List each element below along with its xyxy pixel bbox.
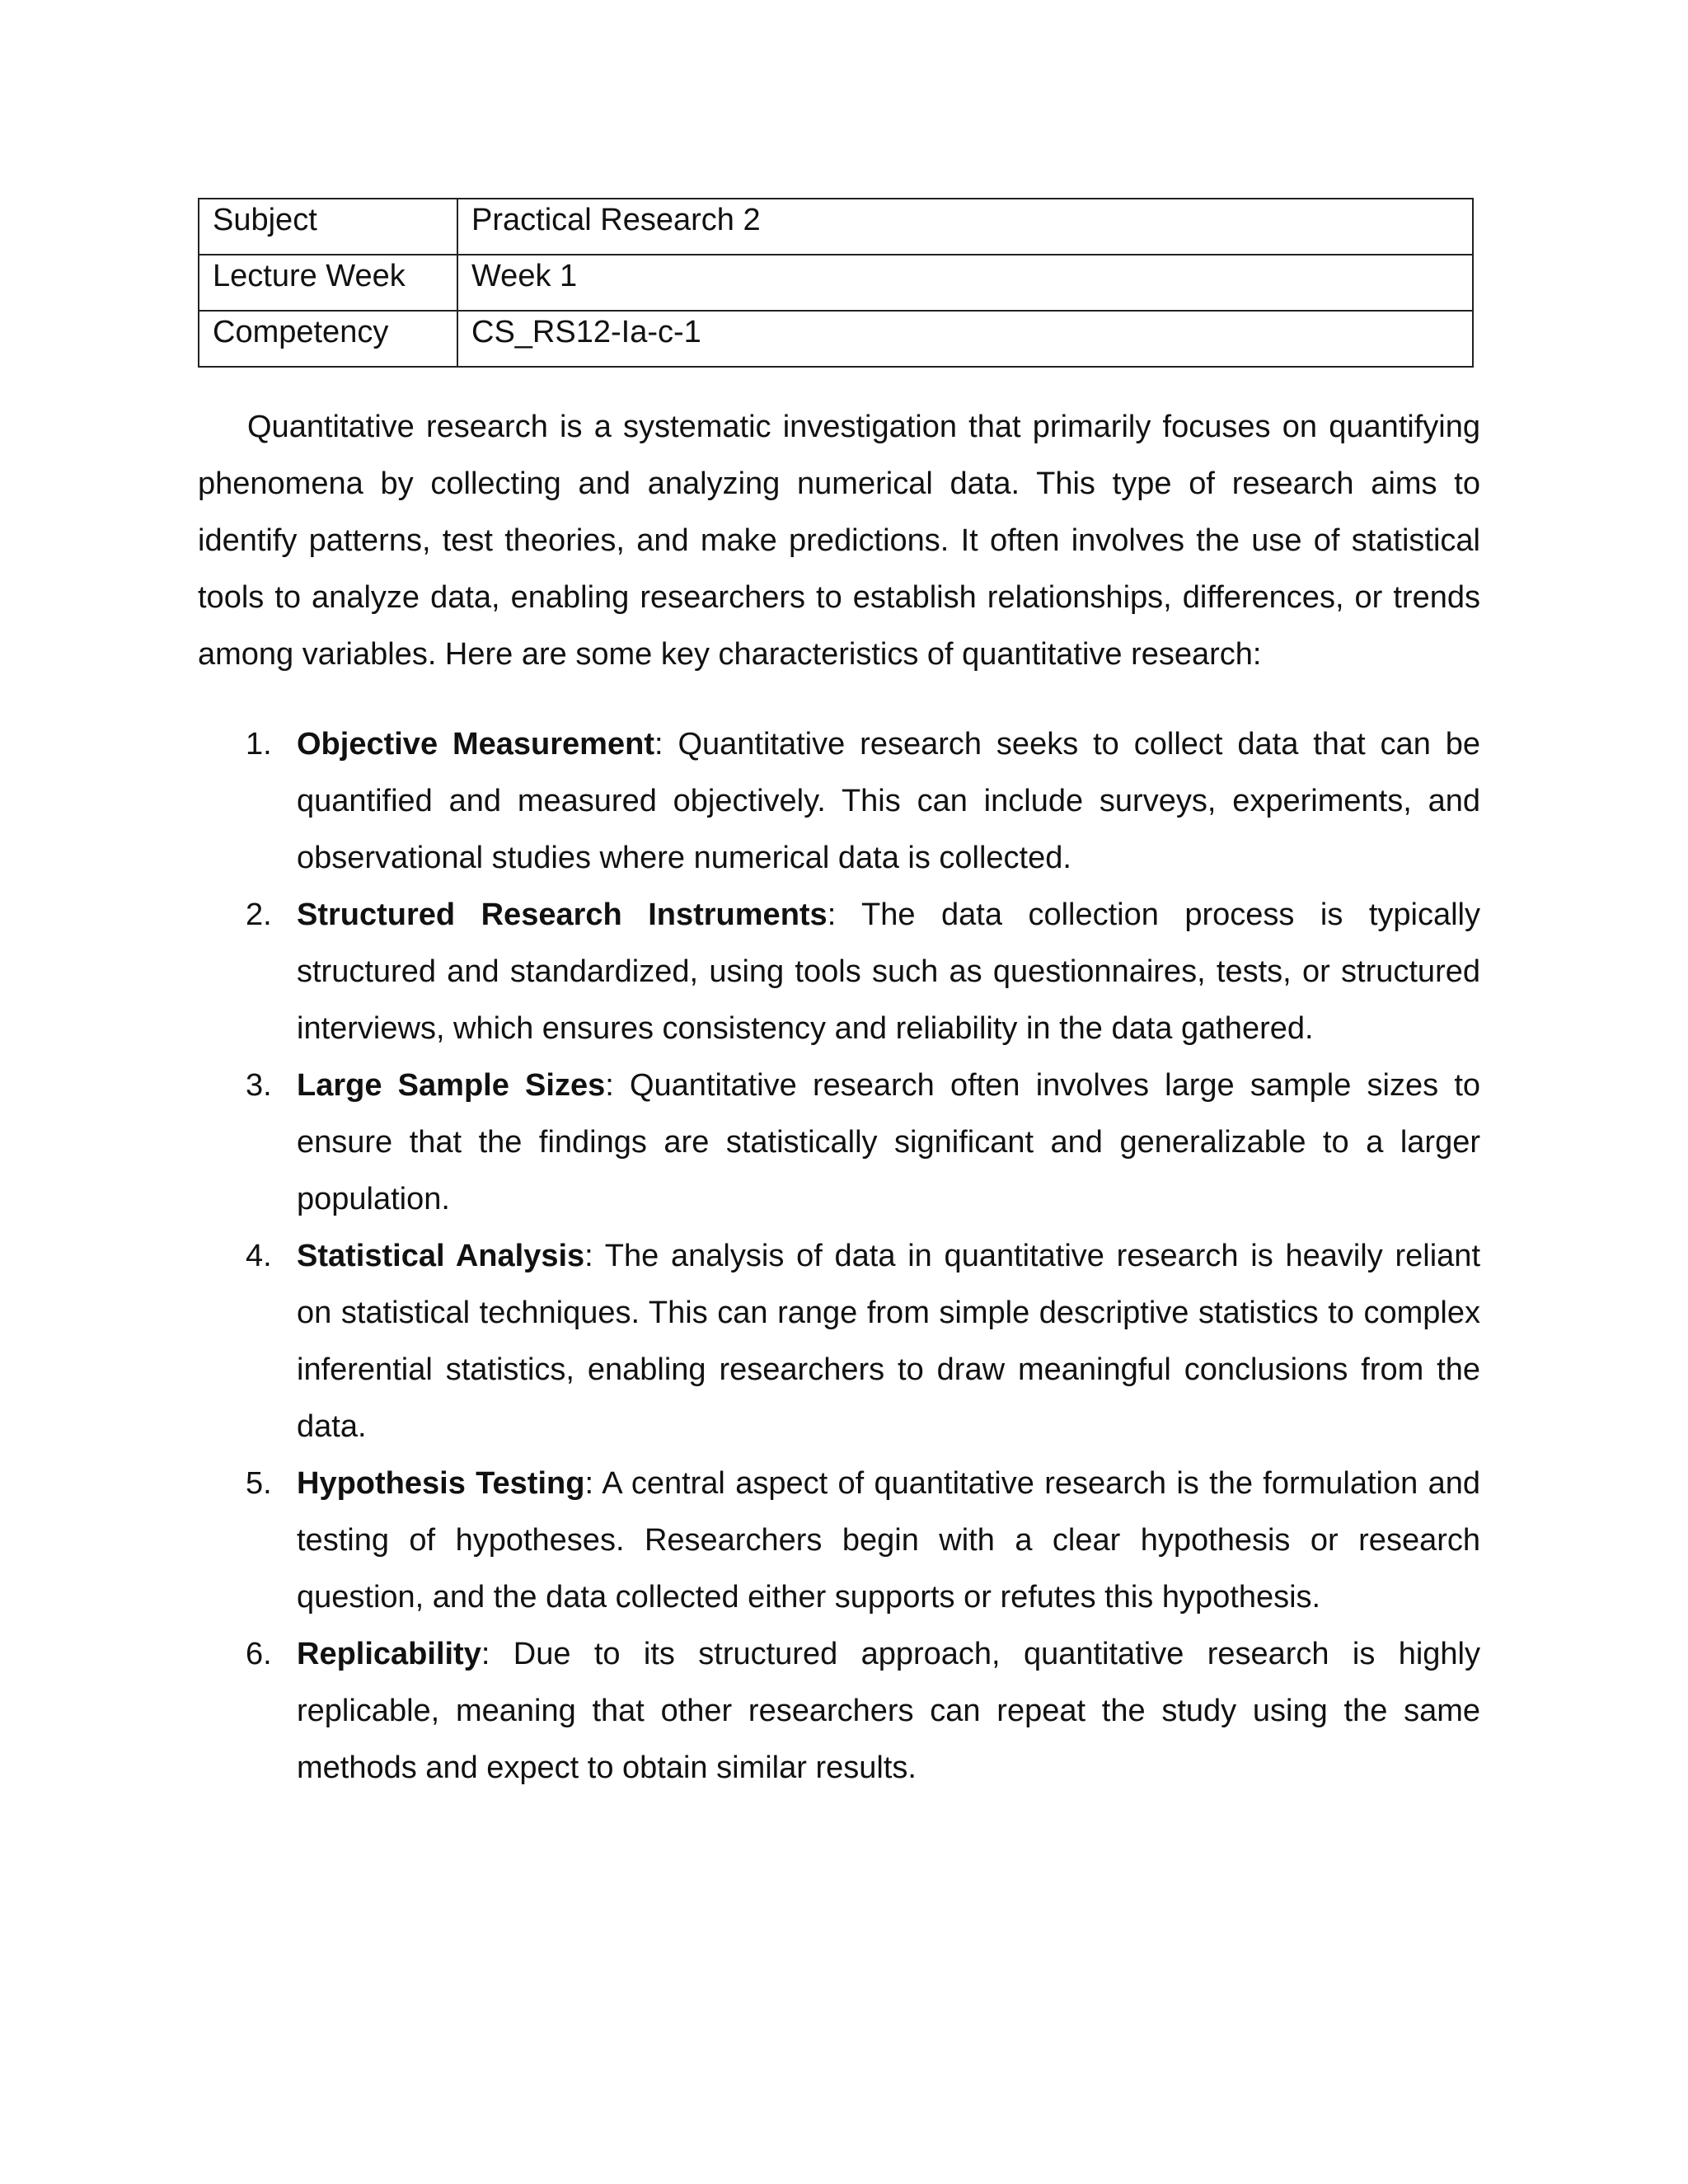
intro-paragraph: Quantitative research is a systematic investigation that primarily focuses on quantifying phenomena by collecting and analyzing numerical data. This type of research aims to identify patterns, test theories, and make predictions. It often involves the use of statistical tools to analyze data, enabling researchers to establish relationships, differences, or trends among variables. Here are some key characteristics of quantitative research: [198,410,1480,672]
subject-value: Practical Research 2 [457,199,1473,255]
list-item-term: Structured Research Instruments [297,898,828,932]
table-row [199,255,1473,311]
competency-value: CS_RS12-Ia-c-1 [457,311,1473,367]
list-item-text: : Quantitative research seeks to collect data that can be quantified and measured objectively. This can include surveys, experiments, and observational studies where numerical data is collected. [297,727,1481,875]
subject-label: Subject [199,199,457,255]
course-info-table [198,198,1474,368]
list-item-text: : A central aspect of quantitative research is the formulation and testing of hypotheses. Researchers begin with a clear hypothesis or research question, and the data collected either supports or refutes this hypothesis. [297,1466,1480,1615]
list-item-term: Statistical Analysis [297,1239,585,1273]
table-row [199,199,1473,255]
list-item [198,1228,1480,1455]
list-item [198,716,1480,887]
document-page [198,198,1481,1797]
list-item-term: Large Sample Sizes [297,1068,606,1103]
list-item [198,1057,1480,1228]
list-item-number: 2. [246,898,272,932]
list-item [198,1626,1480,1797]
list-item [198,1455,1480,1626]
list-item-term: Hypothesis Testing [297,1466,585,1501]
list-item-text: : Quantitative research often involves large sample sizes to ensure that the findings are statistically significant and generalizable to a larger population. [297,1068,1481,1216]
table-row [199,311,1473,367]
lecture-week-label: Lecture Week [199,255,457,311]
list-item-term: Objective Measurement [297,727,654,762]
list-item-term: Replicability [297,1637,481,1671]
competency-label: Competency [199,311,457,367]
list-item-text: : Due to its structured approach, quantitative research is highly replicable, meaning that other researchers can repeat the study using the same methods and expect to obtain similar results. [297,1637,1480,1785]
list-item-number: 1. [246,727,272,762]
list-item [198,887,1480,1057]
list-item-number: 6. [246,1637,272,1671]
list-item-text: : The data collection process is typically structured and standardized, using tools such as questionnaires, tests, or structured interviews, which ensures consistency and reliability in the data gathered. [297,898,1480,1046]
list-item-number: 5. [246,1466,272,1501]
lecture-week-value: Week 1 [457,255,1473,311]
list-item-text: : The analysis of data in quantitative research is heavily reliant on statistical techniques. This can range from simple descriptive statistics to complex inferential statistics, enabling researchers to draw meaningful conclusions from the data. [297,1239,1481,1444]
characteristics-list [198,716,1480,1797]
list-item-number: 3. [246,1068,272,1103]
list-item-number: 4. [246,1239,272,1273]
